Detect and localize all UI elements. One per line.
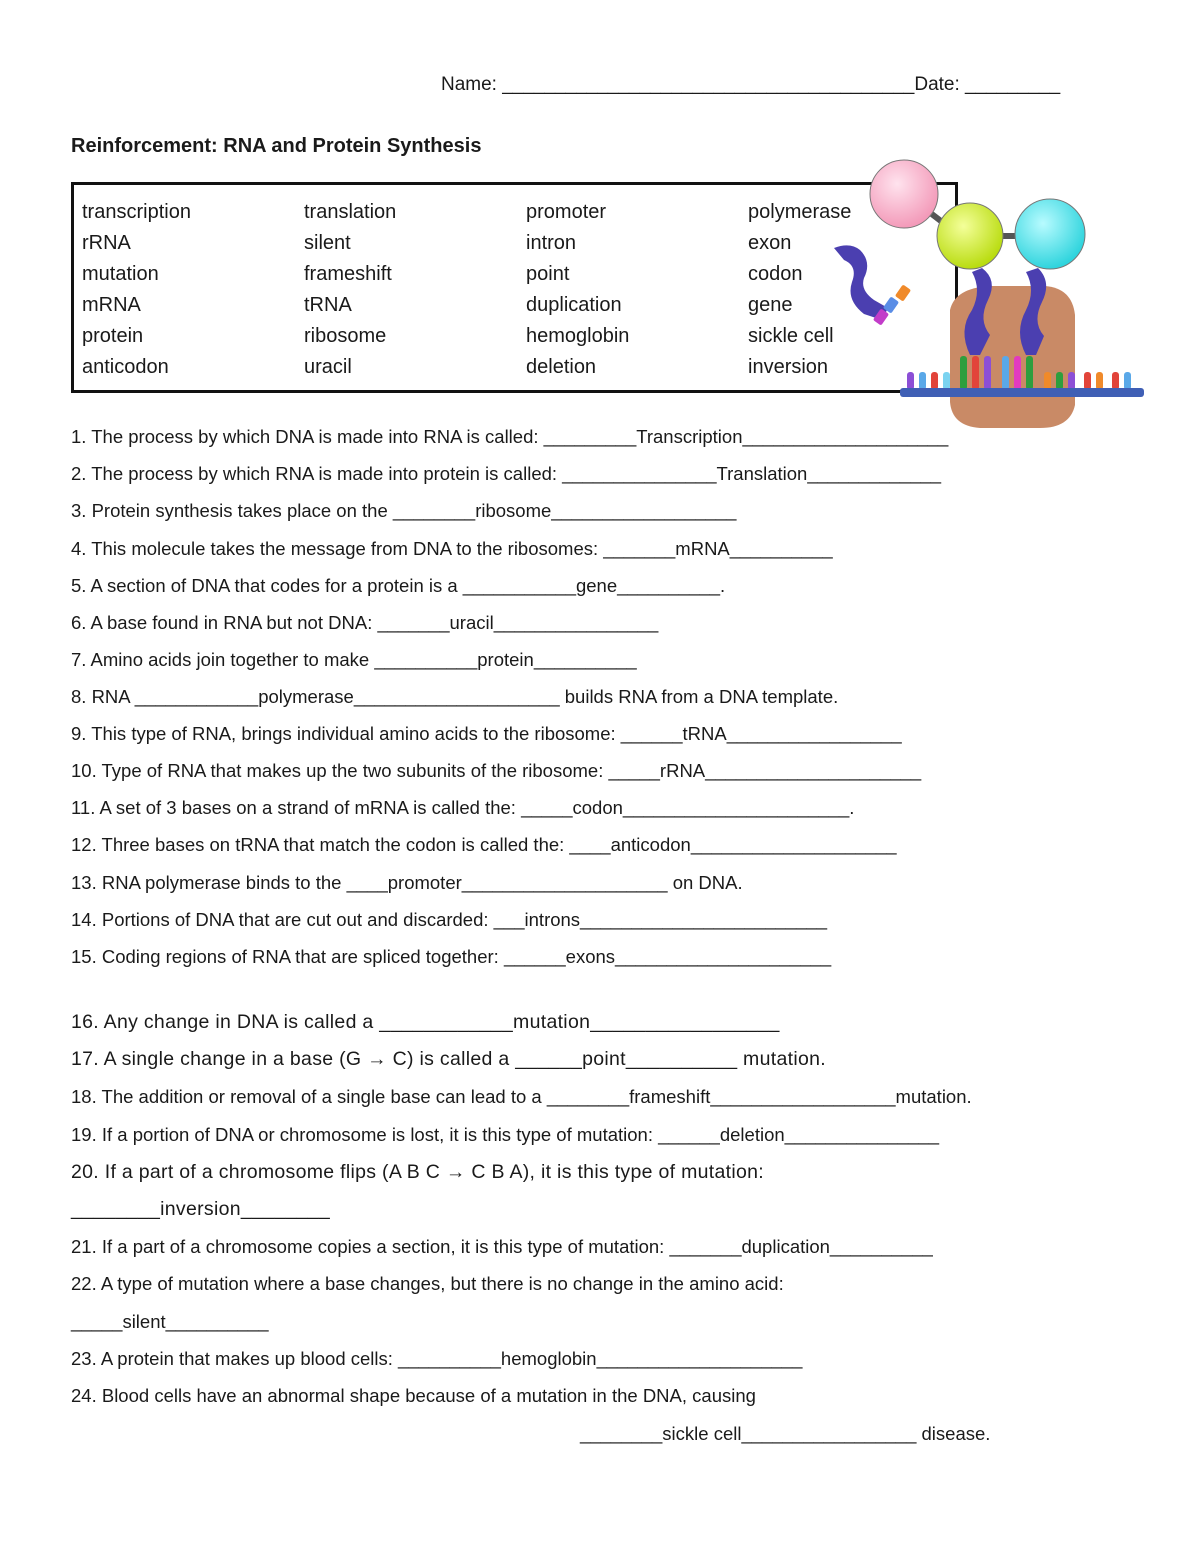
question-7: 7. Amino acids join together to make __________protein__________ <box>71 649 637 670</box>
word-bank-column-2 <box>304 197 396 383</box>
question-20-answer: ________inversion________ <box>71 1198 331 1220</box>
question-1: 1. The process by which DNA is made into RNA is called: _________Transcription____________________ <box>71 426 949 447</box>
question-8: 8. RNA ____________polymerase____________________ builds RNA from a DNA template. <box>71 686 839 707</box>
word-bank-term: tRNA <box>304 294 352 316</box>
name-date-line: Name: _______________________________________Date: _________ <box>441 74 1061 95</box>
question-10: 10. Type of RNA that makes up the two subunits of the ribosome: _____rRNA_____________________ <box>71 760 922 781</box>
word-bank-term: exon <box>748 232 792 254</box>
question-2: 2. The process by which RNA is made into protein is called: _______________Translation_____________ <box>71 463 942 484</box>
word-bank-term: point <box>526 263 570 285</box>
question-24-answer: ________sickle cell_________________ disease. <box>580 1423 991 1444</box>
word-bank-term: silent <box>304 232 351 254</box>
mrna-strand <box>900 388 1144 397</box>
word-bank-term: translation <box>304 201 397 223</box>
word-bank-term: intron <box>526 232 577 254</box>
word-bank-term: frameshift <box>304 263 392 285</box>
word-bank-column-1 <box>82 197 191 383</box>
ribosome-illustration <box>830 150 1150 430</box>
question-18: 18. The addition or removal of a single base can lead to a ________frameshift__________________mutation. <box>71 1086 972 1107</box>
question-22: 22. A type of mutation where a base changes, but there is no change in the amino acid: <box>71 1273 784 1294</box>
question-14: 14. Portions of DNA that are cut out and discarded: ___introns________________________ <box>71 909 827 930</box>
word-bank-term: gene <box>748 294 793 316</box>
word-bank-term: promoter <box>526 201 607 223</box>
amino-acid-cyan <box>1015 199 1085 269</box>
question-16: 16. Any change in DNA is called a ____________mutation_________________ <box>71 1011 780 1033</box>
question-13: 13. RNA polymerase binds to the ____promoter____________________ on DNA. <box>71 872 743 893</box>
trna-free <box>834 245 888 320</box>
word-bank-term: mutation <box>82 263 159 285</box>
question-24: 24. Blood cells have an abnormal shape because of a mutation in the DNA, causing <box>71 1385 756 1406</box>
word-bank-term: transcription <box>82 201 191 223</box>
word-bank-term: hemoglobin <box>526 325 630 347</box>
question-4: 4. This molecule takes the message from DNA to the ribosomes: _______mRNA__________ <box>71 538 833 559</box>
question-22-answer: _____silent__________ <box>71 1311 269 1332</box>
question-17: 17. A single change in a base (G → C) is called a ______point__________ mutation. <box>71 1048 826 1070</box>
word-bank-term: deletion <box>526 356 597 378</box>
worksheet-title: Reinforcement: RNA and Protein Synthesis <box>71 135 482 157</box>
question-5: 5. A section of DNA that codes for a protein is a ___________gene__________. <box>71 575 726 596</box>
word-bank-term: mRNA <box>82 294 141 316</box>
question-11: 11. A set of 3 bases on a strand of mRNA is called the: _____codon______________________. <box>71 797 855 818</box>
word-bank-term: inversion <box>748 356 829 378</box>
question-23: 23. A protein that makes up blood cells: __________hemoglobin____________________ <box>71 1348 803 1369</box>
word-bank <box>71 182 958 393</box>
word-bank-term: sickle cell <box>748 325 834 347</box>
amino-acid-pink <box>870 160 938 228</box>
amino-acid-yellow <box>937 203 1003 269</box>
question-12: 12. Three bases on tRNA that match the codon is called the: ____anticodon____________________ <box>71 834 897 855</box>
word-bank-term: protein <box>82 325 144 347</box>
question-21: 21. If a part of a chromosome copies a section, it is this type of mutation: _______duplication__________ <box>71 1236 933 1257</box>
word-bank-column-3 <box>526 197 629 383</box>
word-bank-term: polymerase <box>748 201 852 223</box>
mrna-bases <box>907 356 1131 390</box>
question-15: 15. Coding regions of RNA that are spliced together: ______exons_____________________ <box>71 946 832 967</box>
question-9: 9. This type of RNA, brings individual amino acids to the ribosome: ______tRNA_________________ <box>71 723 902 744</box>
word-bank-term: codon <box>748 263 803 285</box>
question-6: 6. A base found in RNA but not DNA: _______uracil________________ <box>71 612 659 633</box>
question-19: 19. If a portion of DNA or chromosome is lost, it is this type of mutation: ______deletion_______________ <box>71 1124 939 1145</box>
word-bank-term: anticodon <box>82 356 169 378</box>
word-bank-term: duplication <box>526 294 622 316</box>
question-20: 20. If a part of a chromosome flips (A B C → C B A), it is this type of mutation: <box>71 1161 764 1183</box>
question-3: 3. Protein synthesis takes place on the ________ribosome__________________ <box>71 500 737 521</box>
word-bank-term: uracil <box>304 356 352 378</box>
ribosome-shape <box>950 286 1075 428</box>
word-bank-term: rRNA <box>82 232 131 254</box>
word-bank-term: ribosome <box>304 325 387 347</box>
